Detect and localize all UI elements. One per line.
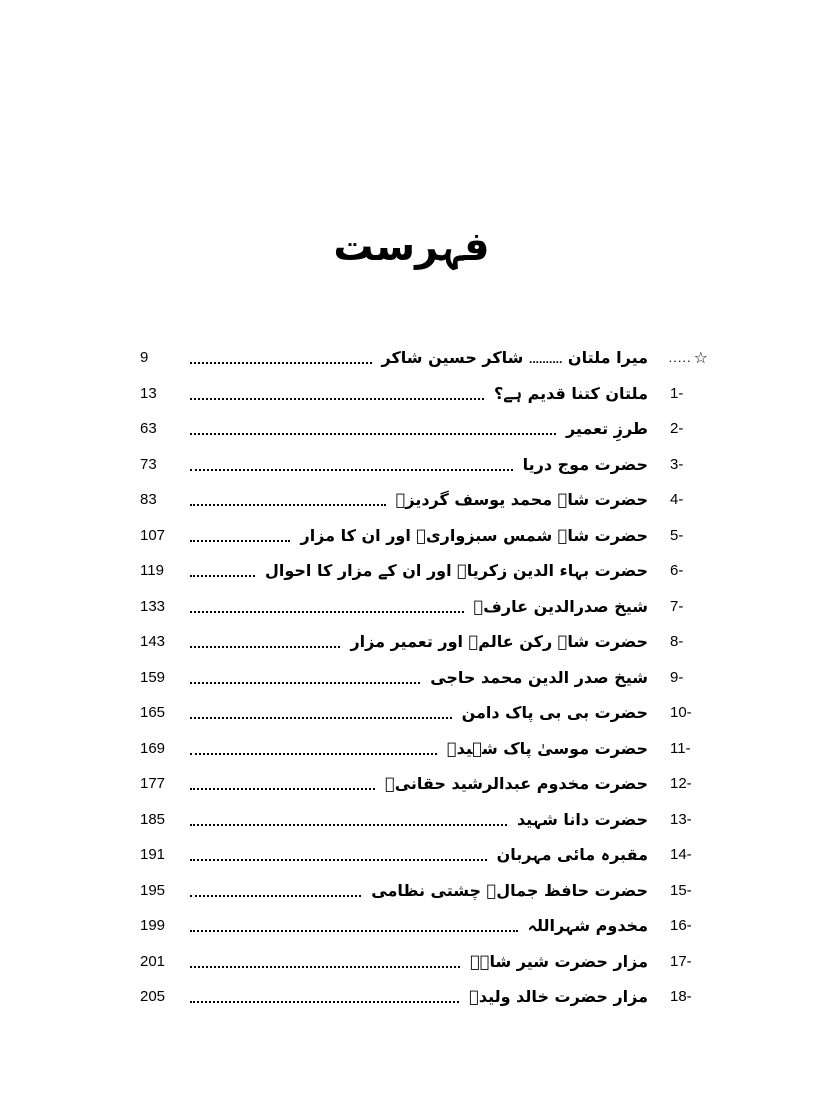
dot-leader — [190, 858, 487, 861]
entry-number: 7- — [670, 597, 684, 615]
page-number: 201 — [140, 952, 166, 970]
intro-author: شاکر حسین شاکر — [381, 348, 524, 368]
entry-title: مقبرہ مائی مہربان — [496, 845, 648, 865]
page-number: 177 — [140, 775, 166, 793]
toc-entry — [140, 553, 708, 589]
entry-title: ملتان کتنا قدیم ہے؟ — [493, 383, 648, 403]
star-icon: ☆ — [693, 348, 708, 368]
page-number: 119 — [140, 562, 164, 580]
page-number: 143 — [140, 633, 166, 651]
entry-title: مزار حضرت خالد ولیدؒ — [469, 987, 648, 1007]
page-title: فہرست — [333, 224, 490, 270]
page-number: 205 — [140, 988, 166, 1006]
toc-entries — [140, 376, 708, 1015]
page-number: 63 — [140, 420, 157, 438]
entry-title: شیخ صدرالدین عارفؒ — [473, 596, 648, 616]
toc-entry — [140, 766, 708, 802]
dot-leader — [190, 361, 372, 364]
entry-number: 16- — [670, 917, 692, 935]
dot-leader — [190, 539, 290, 542]
entry-number: 11- — [670, 739, 691, 757]
toc-entry — [140, 447, 708, 483]
entry-title: حضرت دانا شہید — [516, 809, 648, 829]
entry-number: 10- — [670, 704, 692, 722]
page-number: 133 — [140, 597, 166, 615]
toc-entry — [140, 979, 708, 1015]
dot-leader — [190, 610, 464, 613]
entry-number: 2- — [670, 420, 684, 438]
entry-number: 6- — [670, 562, 684, 580]
entry-number: 18- — [670, 988, 692, 1006]
dot-leader — [190, 787, 375, 790]
entry-number: 4- — [670, 491, 684, 509]
toc-entry — [140, 731, 708, 767]
page-number: 169 — [140, 739, 166, 757]
entry-title: حضرت شاہ شمس سبزواریؒ اور ان کا مزار — [300, 525, 648, 545]
table-of-contents — [140, 340, 708, 1015]
entry-number: 17- — [670, 952, 692, 970]
page-number: 191 — [140, 846, 166, 864]
entry-title: حضرت شاہ رکن عالمؒ اور تعمیر مزار — [350, 632, 648, 652]
page-number: 13 — [140, 384, 157, 402]
toc-entry — [140, 518, 708, 554]
entry-number: 14- — [670, 846, 692, 864]
entry-title: حضرت حافظ جمالؒ چشتی نظامی — [371, 880, 648, 900]
entry-number: 3- — [670, 455, 684, 473]
entry-title: حضرت شاہ محمد یوسف گردیزؒ — [395, 490, 648, 510]
dot-leader — [190, 823, 507, 826]
dot-leader — [190, 1000, 459, 1003]
toc-intro-row — [140, 340, 708, 376]
dot-leader — [190, 929, 518, 932]
entry-title: حضرت بہاء الدین زکریاؒ اور ان کے مزار کا احوال — [265, 561, 648, 581]
page-number: 199 — [140, 917, 166, 935]
marker-dots: ..... — [668, 350, 692, 366]
entry-number: 9- — [670, 668, 684, 686]
toc-entry — [140, 695, 708, 731]
dot-leader — [190, 965, 460, 968]
toc-entry — [140, 589, 708, 625]
entry-number: 12- — [670, 775, 692, 793]
page-number: 83 — [140, 491, 157, 509]
dot-leader — [190, 716, 452, 719]
toc-entry — [140, 908, 708, 944]
entry-title: طرزِ تعمیر — [565, 419, 648, 439]
page-number: 165 — [140, 704, 166, 722]
intro-title: میرا ملتان — [567, 348, 648, 368]
toc-entry — [140, 837, 708, 873]
page-number: 159 — [140, 668, 166, 686]
dot-leader — [190, 397, 484, 400]
dot-leader — [190, 468, 513, 471]
entry-title: حضرت موسیٰ پاک شہیدؒ — [446, 738, 648, 758]
entry-number: 13- — [670, 810, 692, 828]
entry-title: حضرت بی بی پاک دامن — [461, 703, 648, 723]
intro-separator: .......... — [529, 352, 563, 367]
dot-leader — [190, 574, 255, 577]
dot-leader — [190, 503, 386, 506]
entry-number: 5- — [670, 526, 684, 544]
toc-entry — [140, 411, 708, 447]
toc-entry — [140, 624, 708, 660]
toc-entry — [140, 376, 708, 412]
page-number: 9 — [140, 349, 149, 367]
dot-leader — [190, 645, 340, 648]
entry-number: 15- — [670, 881, 692, 899]
toc-intro-label — [378, 348, 670, 367]
entry-title: حضرت مخدوم عبدالرشید حقانیؒ — [385, 774, 648, 794]
dot-leader — [190, 681, 420, 684]
dot-leader — [190, 752, 437, 755]
page-number: 73 — [140, 455, 157, 473]
page-number: 195 — [140, 881, 166, 899]
page-number: 185 — [140, 810, 166, 828]
toc-entry — [140, 944, 708, 980]
entry-title: شیخ صدر الدین محمد حاجی — [430, 667, 648, 687]
dot-leader — [190, 894, 361, 897]
page-number: 107 — [140, 526, 166, 544]
toc-entry — [140, 802, 708, 838]
entry-title: حضرت موج دریا — [522, 454, 648, 474]
toc-entry — [140, 660, 708, 696]
entry-title: مزار حضرت شیر شاہؒ — [470, 951, 648, 971]
toc-entry — [140, 873, 708, 909]
entry-number: 8- — [670, 633, 684, 651]
entry-title: مخدوم شہراللہ — [527, 916, 648, 936]
toc-entry — [140, 482, 708, 518]
dot-leader — [190, 432, 556, 435]
toc-intro-marker — [670, 348, 708, 367]
entry-number: 1- — [670, 384, 684, 402]
